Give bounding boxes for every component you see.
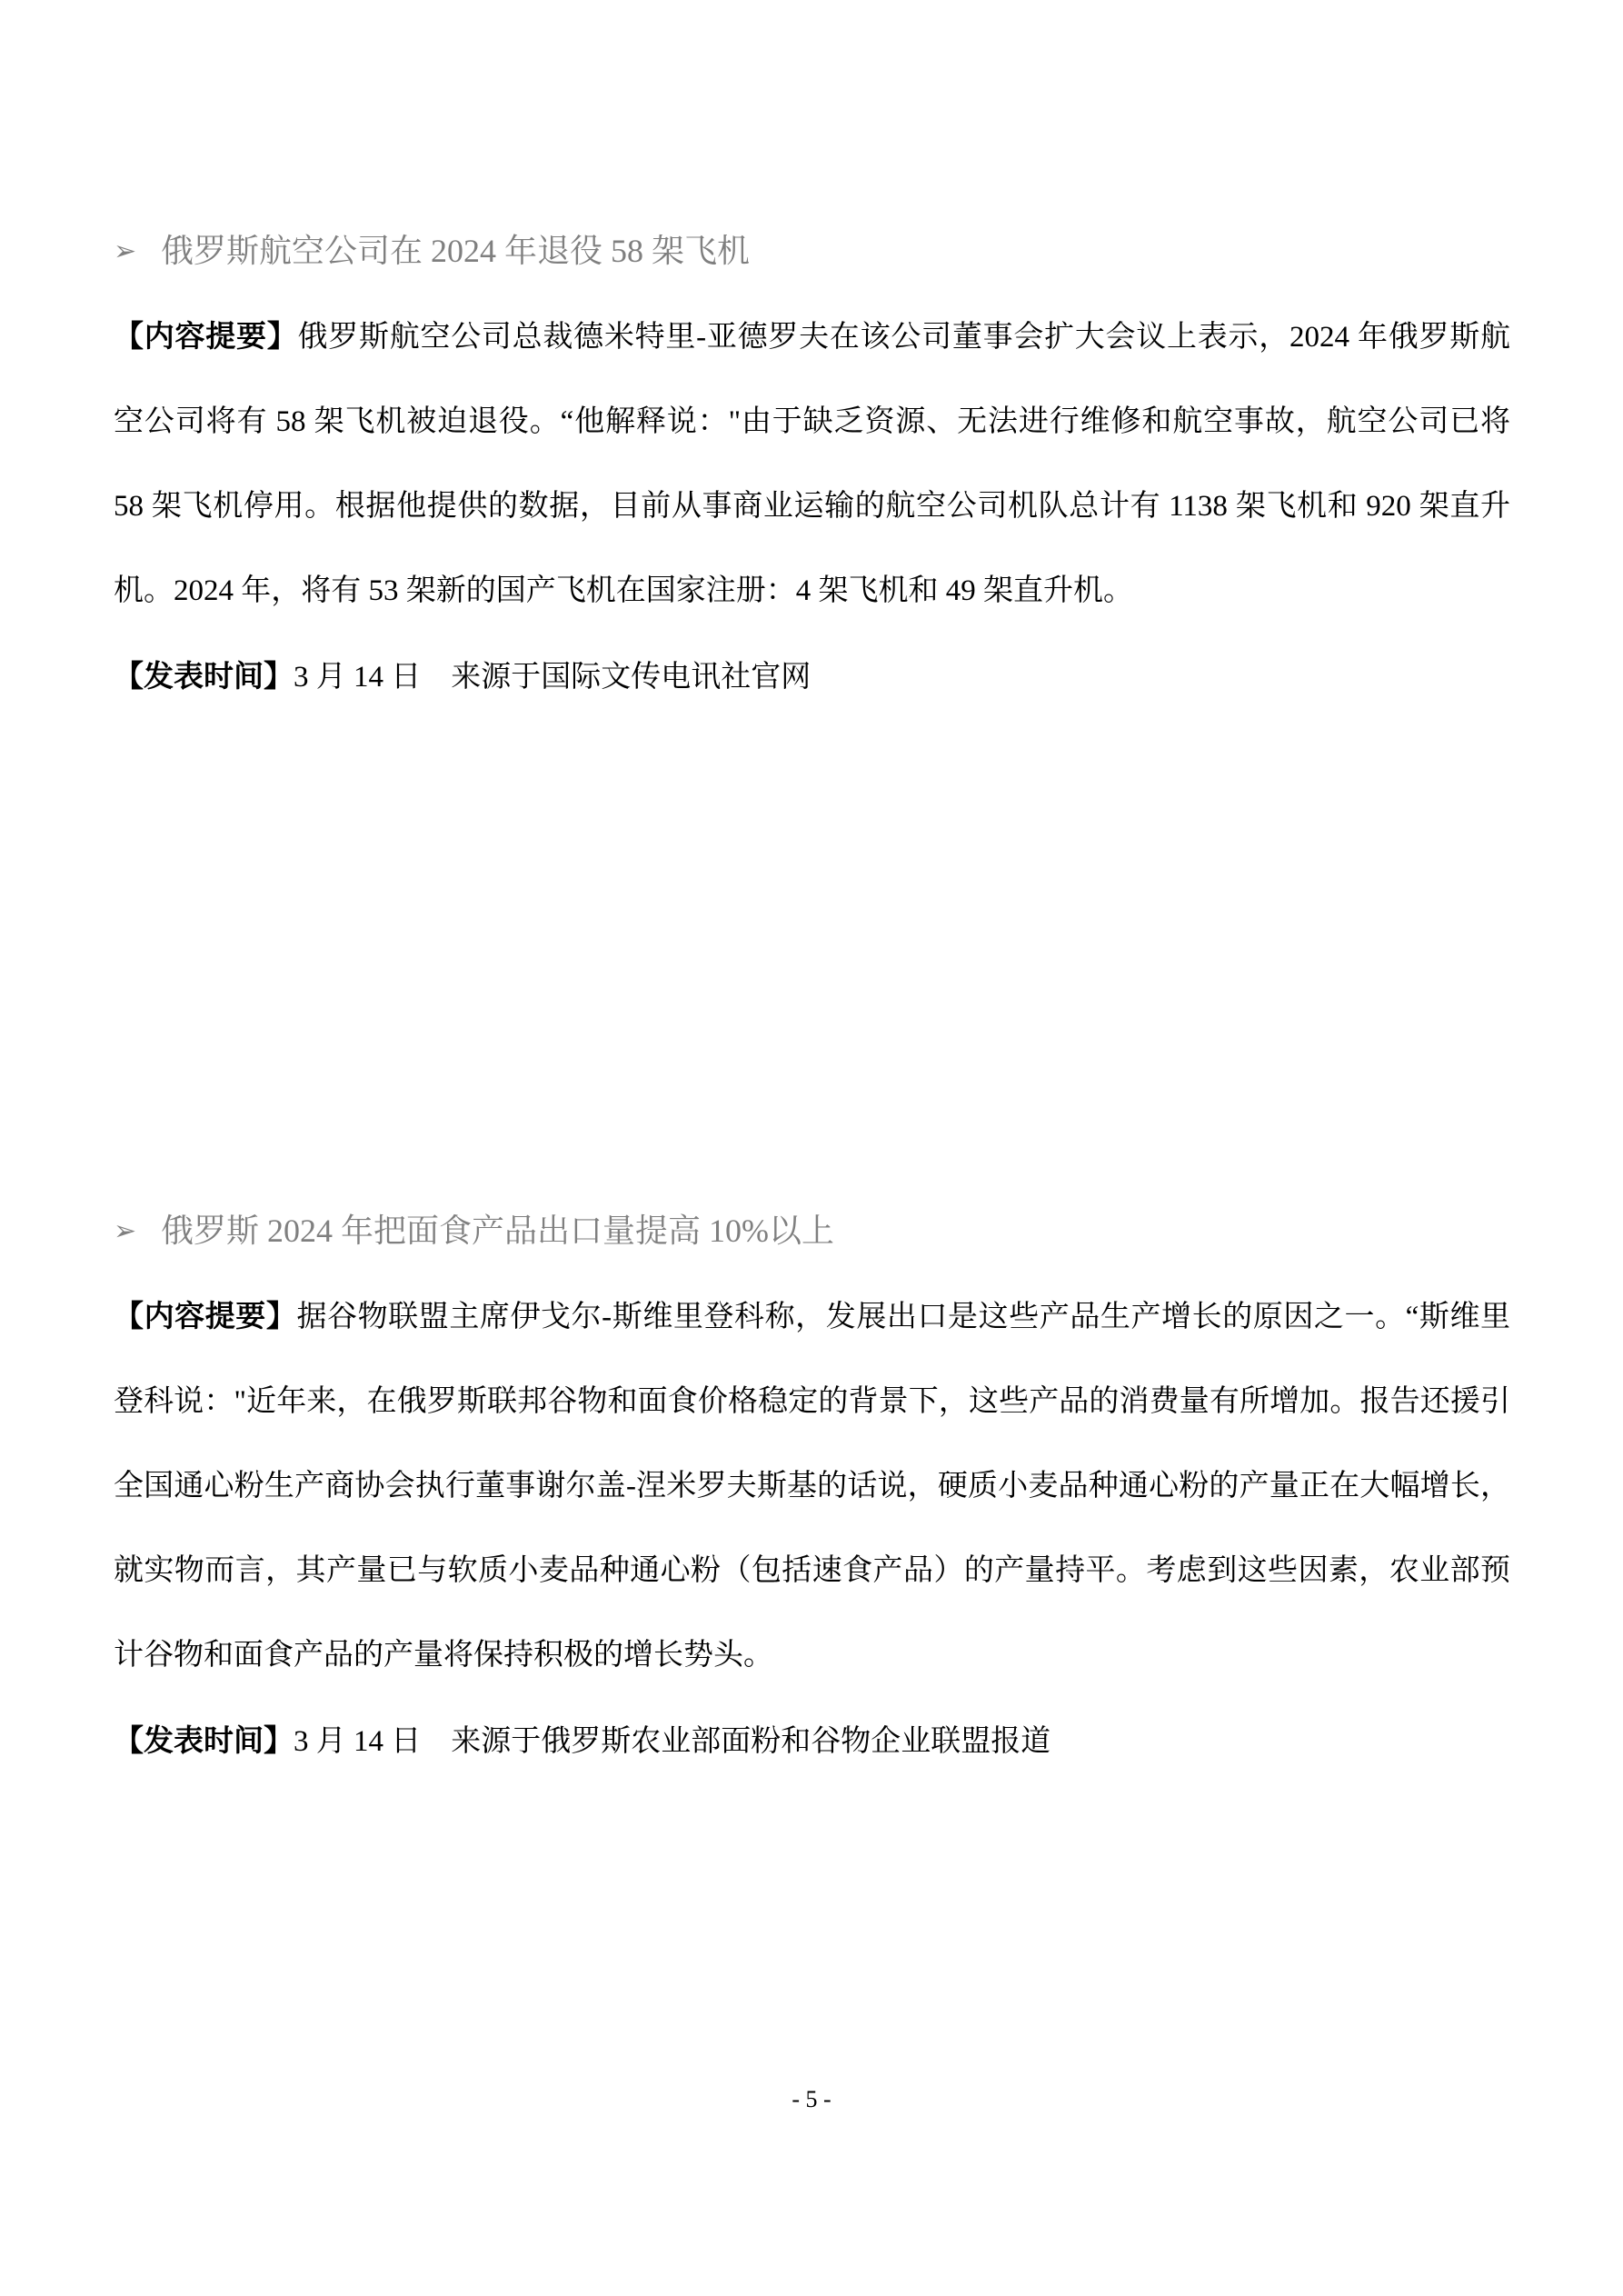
news-section-aircraft (114, 209, 1510, 720)
publish-line (114, 634, 1510, 720)
publish-text: 3 月 14 日 来源于俄罗斯农业部面粉和谷物企业联盟报道 (294, 1725, 1051, 1758)
summary-paragraph (114, 294, 1510, 634)
page-footer (0, 2086, 1623, 2113)
section-title-text: 俄罗斯 2024 年把面食产品出口量提高 10%以上 (161, 1213, 834, 1249)
summary-text: 据谷物联盟主席伊戈尔-斯维里登科称，发展出口是这些产品生产增长的原因之一。“斯维里登科说："近年来，在俄罗斯联邦谷物和面食价格稳定的背景下，这些产品的消费量有所增加。报告还援引全国通心粉生产商协会执行董事谢尔盖-涅米罗夫斯基的话说，硬质小麦品种通心粉的产量正在大幅增长，就实物而言，其产量已与软质小麦品种通心粉（包括速食产品）的产量持平。考虑到这些因素，农业部预计谷物和面食产品的产量将保持积极的增长势头。 (114, 1301, 1511, 1672)
publish-line (114, 1698, 1510, 1784)
summary-text: 俄罗斯航空公司总裁德米特里-亚德罗夫在该公司董事会扩大会议上表示，2024 年俄罗斯航空公司将有 58 架飞机被迫退役。“他解释说："由于缺乏资源、无法进行维修和航空事故，航空公司已将 58 架飞机停用。根据他提供的数据，目前从事商业运输的航空公司机队总计有 1138 架飞机和 920 架直升机。2024 年，将有 53 架新的国产飞机在国家注册：4 架飞机和 49 架直升机。 (114, 321, 1510, 607)
summary-paragraph (114, 1273, 1510, 1698)
publish-text: 3 月 14 日 来源于国际文传电讯社官网 (294, 661, 812, 694)
section-title-pasta (114, 1189, 1510, 1273)
section-title-text: 俄罗斯航空公司在 2024 年退役 58 架飞机 (161, 233, 751, 269)
page-number: - 5 - (792, 2086, 831, 2112)
publish-label: 【发表时间】 (114, 659, 294, 693)
news-section-pasta (114, 1189, 1510, 1784)
summary-label: 【内容提要】 (114, 1299, 297, 1333)
publish-label: 【发表时间】 (114, 1723, 294, 1757)
section-title-aircraft (114, 209, 1510, 294)
arrow-bullet-icon: ➢ (114, 236, 137, 266)
summary-label: 【内容提要】 (114, 319, 298, 353)
arrow-bullet-icon: ➢ (114, 1216, 137, 1246)
page-content (114, 209, 1510, 1784)
